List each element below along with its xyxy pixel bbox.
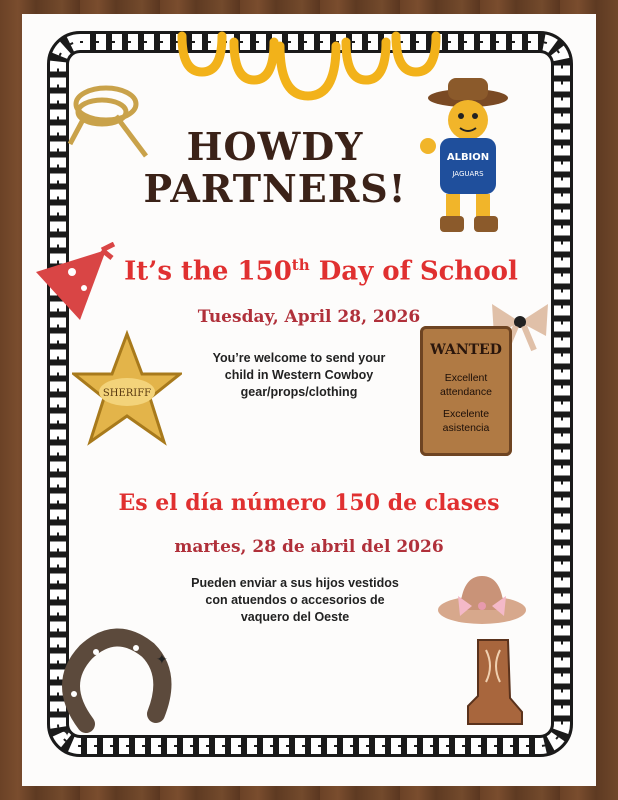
svg-text:✦: ✦ (62, 725, 73, 739)
spanish-date: martes, 28 de abril del 2026 (174, 537, 444, 557)
spanish-body-line-3: vaquero del Oeste (240, 610, 350, 624)
wanted-poster (420, 326, 512, 456)
jaguar-mascot (418, 76, 518, 236)
wanted-spanish-2: asistencia (442, 422, 490, 434)
title-line-1: HOWDY (186, 124, 364, 169)
english-body-line-1: You’re welcome to send your (212, 351, 386, 365)
svg-text:✦: ✦ (156, 652, 168, 668)
cowboy-boot-icon (460, 636, 524, 732)
wanted-title: WANTED (430, 342, 502, 358)
english-headline-post: Day of School (309, 256, 518, 287)
english-body-line-2: child in Western Cowboy (224, 368, 374, 382)
title-line-2: PARTNERS! (143, 166, 407, 211)
wanted-english-1: Excellent (444, 372, 488, 384)
spanish-body-line-1: Pueden enviar a sus hijos vestidos (191, 576, 399, 590)
gold-horseshoes-garland (168, 22, 448, 108)
cowgirl-hat-icon (436, 566, 528, 632)
horseshoe-icon (56, 624, 176, 744)
english-headline-sup: th (291, 256, 310, 274)
spanish-headline: Es el día número 150 de clases (118, 490, 500, 516)
english-body-line-3: gear/props/clothing (240, 385, 358, 399)
spanish-body-line-2: con atuendos o accesorios de (205, 593, 385, 607)
wanted-english-2: attendance (440, 386, 492, 398)
mascot-shirt-sublabel: JAGUARS (452, 170, 484, 178)
english-date: Tuesday, April 28, 2026 (197, 307, 421, 327)
sheriff-badge-text: SHERIFF (102, 388, 152, 399)
english-headline (12, 256, 618, 287)
mascot-shirt-label: ALBION (446, 152, 490, 163)
english-headline-pre: It’s the 150 (124, 256, 292, 287)
wanted-spanish-1: Excelente (442, 408, 490, 420)
